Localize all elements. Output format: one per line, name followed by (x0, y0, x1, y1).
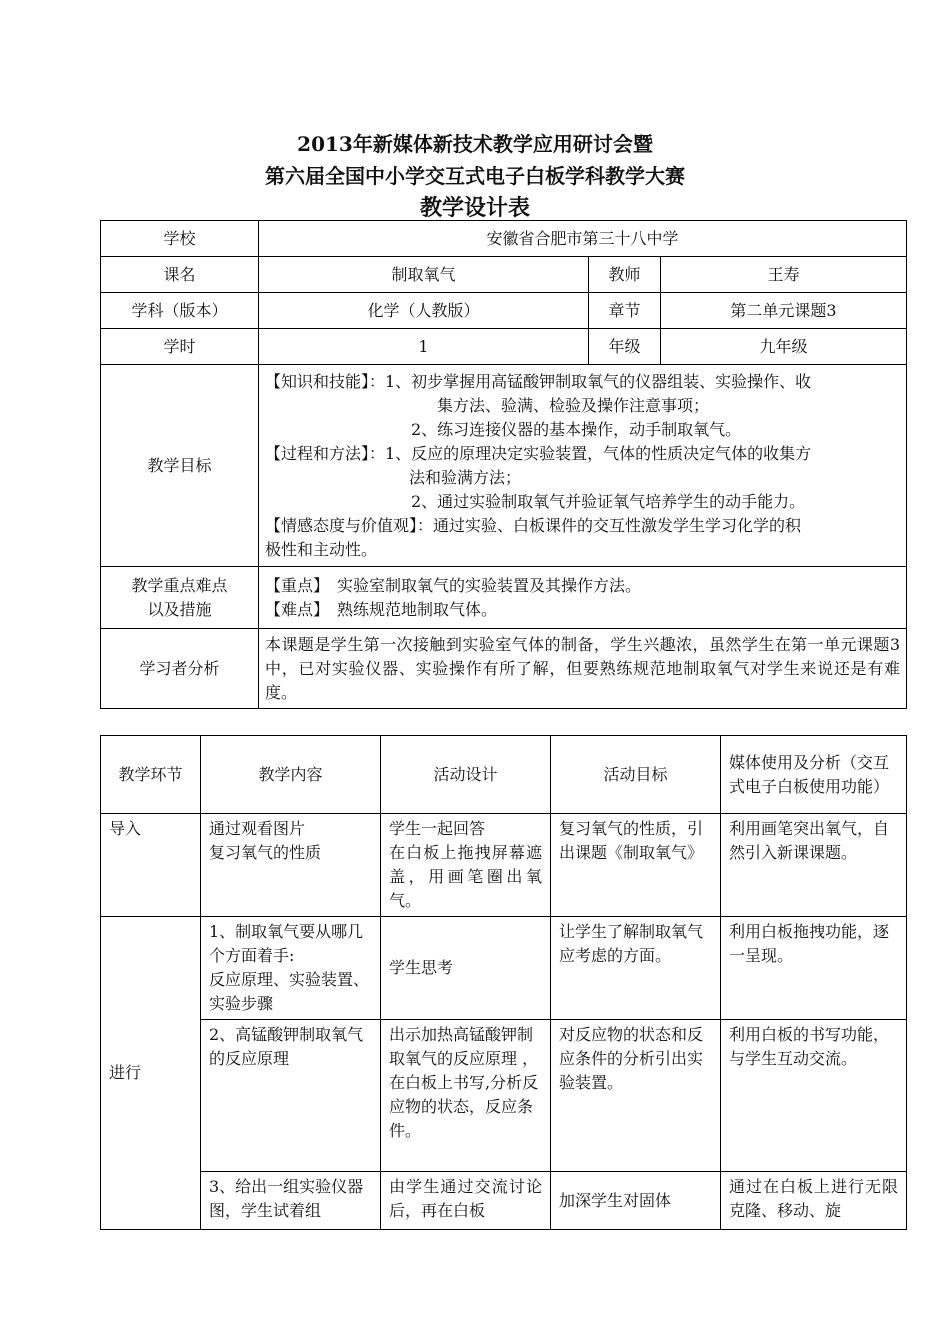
header-content: 教学内容 (201, 736, 381, 814)
chapter-value: 第二单元课题3 (661, 293, 907, 329)
row2-goal: 对反应物的状态和反应条件的分析引出实验装置。 (551, 1020, 721, 1172)
intro-goal: 复习氧气的性质，引出课题《制取氧气》 (551, 814, 721, 917)
teacher-label: 教师 (589, 257, 661, 293)
goals-label: 教学目标 (101, 365, 259, 567)
subject-value: 化学（人教版） (259, 293, 589, 329)
difficult-point: 【难点】 熟练规范地制取气体。 (265, 599, 498, 619)
proceed-stage: 进行 (101, 917, 201, 1230)
doc-title-line3: 教学设计表 (419, 195, 530, 221)
doc-title-line2: 第六届全国中小学交互式电子白板学科教学大赛 (265, 164, 685, 188)
header-goal: 活动目标 (551, 736, 721, 814)
row1-activity: 学生思考 (381, 917, 551, 1020)
row1-content: 1、制取氧气要从哪几个方面着手: 反应原理、实验装置、实验步骤 (201, 917, 381, 1020)
goal-line: 集方法、验满、检验及操作注意事项； (437, 395, 710, 415)
lesson-plan-table (100, 735, 907, 1230)
teacher-value: 王寿 (661, 257, 907, 293)
goal-line: 2、通过实验制取氧气并验证氧气培养学生的动手能力。 (411, 491, 806, 511)
goal-line: 极性和主动性。 (265, 539, 378, 559)
course-label: 课名 (101, 257, 259, 293)
course-value: 制取氧气 (259, 257, 589, 293)
learner-label: 学习者分析 (101, 629, 259, 709)
row1-media: 利用白板拖拽功能，逐一呈现。 (721, 917, 907, 1020)
header-media: 媒体使用及分析（交互式电子白板使用功能） (721, 736, 907, 814)
grade-value: 九年级 (661, 329, 907, 365)
grade-label: 年级 (589, 329, 661, 365)
header-stage: 教学环节 (101, 736, 201, 814)
goal-line: 【过程和方法】：1、反应的原理决定实验装置，气体的性质决定气体的收集方 (265, 443, 812, 463)
intro-activity: 学生一起回答 在白板上拖拽屏幕遮盖，用画笔圈出氧气。 (381, 814, 551, 917)
row3-content: 3、给出一组实验仪器图，学生试着组 (201, 1172, 381, 1230)
goal-line: 【情感态度与价值观】：通过实验、白板课件的交互性激发学生学习化学的积 (265, 515, 802, 535)
chapter-label: 章节 (589, 293, 661, 329)
intro-content: 通过观看图片 复习氧气的性质 (201, 814, 381, 917)
row2-media: 利用白板的书写功能，与学生互动交流。 (721, 1020, 907, 1172)
key-label-line: 教学重点难点 (131, 575, 228, 595)
goal-line: 2、练习连接仪器的基本操作，动手制取氧气。 (411, 419, 742, 439)
key-points-label (101, 567, 259, 629)
intro-stage: 导入 (101, 814, 201, 917)
header-activity: 活动设计 (381, 736, 551, 814)
key-points-cell (259, 567, 907, 629)
row3-media: 通过在白板上进行无限克隆、移动、旋 (721, 1172, 907, 1230)
learner-text: 本课题是学生第一次接触到实验室气体的制备，学生兴趣浓，虽然学生在第一单元课题3中，已对实验仪器、实验操作有所了解，但要熟练规范地制取氧气对学生来说还是有难度。 (259, 629, 907, 709)
doc-title-line1: 2013年新媒体新技术教学应用研讨会暨 (297, 132, 653, 156)
intro-media: 利用画笔突出氧气，自然引入新课课题。 (721, 814, 907, 917)
school-value: 安徽省合肥市第三十八中学 (259, 221, 907, 257)
school-label: 学校 (101, 221, 259, 257)
row3-activity: 由学生通过交流讨论后，再在白板 (381, 1172, 551, 1230)
goal-line: 法和验满方法； (409, 467, 522, 487)
goal-line: 【知识和技能】：1、初步掌握用高锰酸钾制取氧气的仪器组装、实验操作、收 (265, 371, 812, 391)
row3-goal: 加深学生对固体 (551, 1172, 721, 1230)
hours-label: 学时 (101, 329, 259, 365)
row1-goal: 让学生了解制取氧气应考虑的方面。 (551, 917, 721, 1020)
key-label-line: 以及措施 (147, 599, 212, 619)
info-table (100, 220, 907, 709)
key-point: 【重点】 实验室制取氧气的实验装置及其操作方法。 (265, 575, 642, 595)
subject-label: 学科（版本） (101, 293, 259, 329)
hours-value: 1 (259, 329, 589, 365)
row2-activity: 出示加热高锰酸钾制取氧气的反应原理 ，在白板上书写,分析反应物的状态，反应条件。 (381, 1020, 551, 1172)
row2-content: 2、高锰酸钾制取氧气的反应原理 (201, 1020, 381, 1172)
goals-cell (259, 365, 907, 567)
